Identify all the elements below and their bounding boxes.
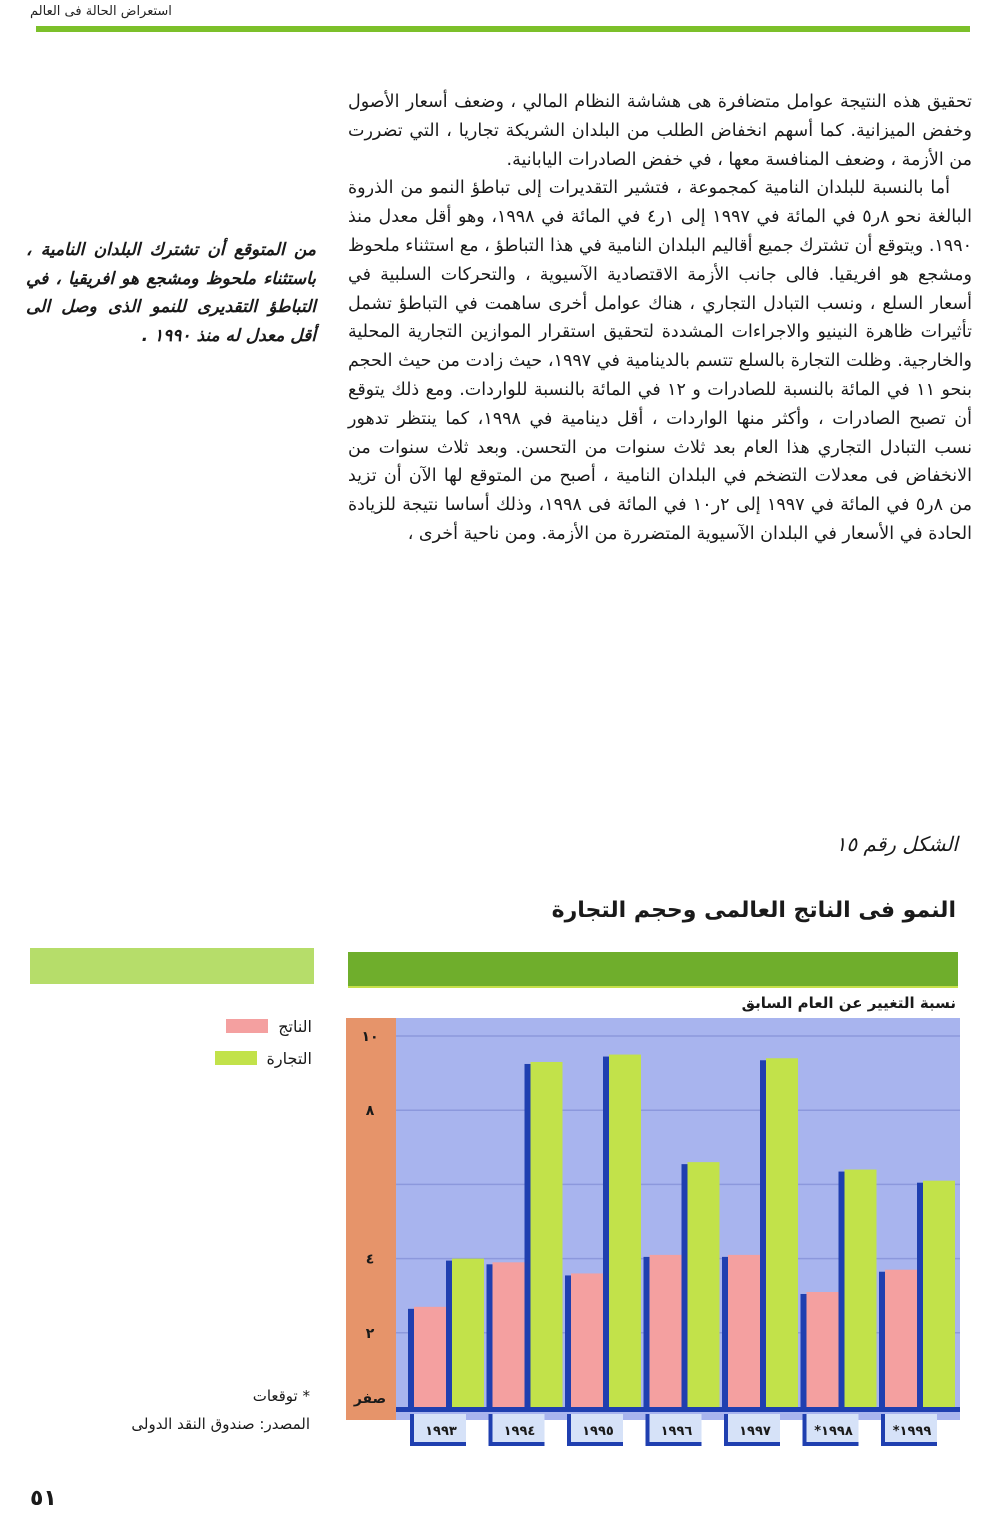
x-tick-label: ١٩٩٧ (739, 1424, 771, 1439)
body-text (348, 88, 972, 549)
chart-title-band (348, 952, 958, 988)
bar-chart (346, 1018, 960, 1450)
bar-edge (487, 1264, 493, 1407)
source-note: المصدر: صندوق النقد الدولى (131, 1415, 310, 1433)
year-label-box-edge (567, 1414, 571, 1446)
bar-trade (845, 1170, 877, 1407)
bar-edge (565, 1275, 571, 1407)
y-axis-strip (346, 1018, 396, 1420)
bar-edge (801, 1294, 807, 1407)
chart-legend (215, 1010, 312, 1074)
year-label-box-edge (489, 1414, 493, 1446)
y-tick-label: ٨ (365, 1103, 375, 1120)
bar-trade (452, 1259, 484, 1407)
bar-edge (839, 1172, 845, 1407)
bar-output (571, 1273, 603, 1407)
year-label-box-edge (724, 1414, 728, 1446)
x-tick-label: ١٩٩٤ (503, 1424, 536, 1439)
bar-edge (644, 1257, 650, 1407)
year-label-box-edge (881, 1442, 937, 1446)
bar-trade (531, 1062, 563, 1407)
bar-output (807, 1292, 839, 1407)
paragraph: تحقيق هذه النتيجة عوامل متضافرة هى هشاشة النظام المالي ، وضعف أسعار الأصول وخفض الميزانية. كما أسهم انخفاض الطلب من البلدان الشريكة تجاريا ، التي تضررت من الأزمة ، وضعف المنافسة معها ، في خفض الصادرات اليابانية. (348, 92, 972, 170)
figure-title: النمو فى الناتج العالمى وحجم التجارة (551, 898, 956, 923)
bar-output (728, 1255, 760, 1407)
bar-edge (917, 1183, 923, 1407)
legend-item-output (215, 1010, 312, 1042)
bar-output (650, 1255, 682, 1407)
legend-swatch (215, 1051, 257, 1065)
bar-edge (879, 1272, 885, 1407)
x-tick-label: ١٩٩٥ (582, 1424, 614, 1439)
year-label-box-edge (489, 1442, 545, 1446)
x-tick-label: ١٩٩٦ (660, 1424, 693, 1439)
y-tick-label: ٢ (365, 1325, 375, 1342)
bar-trade (923, 1181, 955, 1407)
year-label-box-edge (646, 1442, 702, 1446)
year-label-box-edge (724, 1442, 780, 1446)
bar-trade (609, 1055, 641, 1407)
bar-output (414, 1307, 446, 1407)
bar-output (493, 1262, 525, 1407)
bar-trade (766, 1058, 798, 1407)
bar-output (885, 1270, 917, 1407)
bar-edge (722, 1257, 728, 1407)
pull-quote: من المتوقع أن تشترك البلدان النامية ، باستثناء ملحوظ ومشجع هو افريقيا ، في التباطؤ التقديرى للنمو الذى وصل الى أقل معدل له منذ ١٩٩٠ . (26, 240, 316, 346)
year-label-box-edge (803, 1442, 859, 1446)
bar-edge (760, 1060, 766, 1407)
bar-edge (682, 1164, 688, 1407)
x-tick-label: *١٩٩٨ (814, 1424, 853, 1439)
y-tick-label: ٤ (365, 1251, 375, 1268)
page-number: ٥١ (30, 1486, 57, 1511)
section-title: استعراض الحالة فى العالم (30, 4, 172, 19)
year-label-box-edge (567, 1442, 623, 1446)
legend-label: التجارة (266, 1048, 312, 1068)
y-tick-label: صفر (353, 1391, 387, 1407)
bar-edge (408, 1309, 414, 1407)
x-tick-label: ١٩٩٣ (425, 1424, 457, 1439)
x-axis-baseline (396, 1407, 960, 1412)
legend-label: الناتج (278, 1016, 312, 1036)
legend-item-trade (215, 1042, 312, 1074)
y-tick-label: ١٠ (361, 1029, 379, 1045)
figure-number: الشكل رقم ١٥ (835, 832, 958, 856)
forecast-note: * توقعات (252, 1387, 310, 1405)
year-label-box-edge (646, 1414, 650, 1446)
side-decorative-band (30, 948, 314, 984)
legend-swatch (226, 1019, 268, 1033)
year-label-box-edge (881, 1414, 885, 1446)
bar-edge (446, 1261, 452, 1407)
bar-edge (525, 1064, 531, 1407)
chart-notes (131, 1382, 310, 1438)
bar-trade (688, 1162, 720, 1407)
year-label-box-edge (803, 1414, 807, 1446)
year-label-box-edge (410, 1442, 466, 1446)
x-tick-label: *١٩٩٩ (892, 1424, 932, 1439)
paragraph: أما بالنسبة للبلدان النامية كمجموعة ، فتشير التقديرات إلى تباطؤ النمو من الذروة البالغة نحو ٨ر٥ في المائة في ١٩٩٧ إلى ١ر٤ في المائة في ١٩٩٨، وهو أقل معدل منذ ١٩٩٠. ويتوقع أن تشترك جميع أقاليم البلدان النامية في هذا التباطؤ ، مع استثناء ملحوظ ومشجع هو افريقيا. فالى جانب الأزمة الاقتصادية الآسيوية ، والتحركات السلبية في أسعار السلع ، ونسب التبادل التجاري ، هناك عوامل أخرى ساهمت في التباطؤ تشمل تأثيرات ظاهرة النينيو والاجراءات المشددة لتحقيق استقرار الموازين التجارية المحلية والخارجية. وظلت التجارة بالسلع تتسم بالدينامية في ١٩٩٧، حيث زادت من حيث الحجم بنحو ١١ في المائة بالنسبة للصادرات و ١٢ في المائة بالنسبة للواردات. ومع ذلك يتوقع أن تصبح الصادرات ، وأكثر منها الواردات ، أقل دينامية في ١٩٩٨، كما ينتظر تدهور نسب التبادل التجاري هذا العام بعد ثلاث سنوات من التحسن. وبعد ثلاث سنوات من الانخفاض فى معدلات التضخم في البلدان النامية ، أصبح من المتوقع لها الآن أن تزيد من ٨ر٥ في المائة في ١٩٩٧ إلى ٢ر١٠ في المائة فى ١٩٩٨، وذلك أساسا نتيجة للزيادة الحادة في الأسعار في البلدان الآسيوية المتضررة من الأزمة. ومن ناحية أخرى ، (348, 178, 972, 544)
bar-edge (603, 1057, 609, 1407)
header-accent-bar (36, 26, 970, 32)
chart-y-label: نسبة التغيير عن العام السابق (741, 994, 956, 1012)
year-label-box-edge (410, 1414, 414, 1446)
